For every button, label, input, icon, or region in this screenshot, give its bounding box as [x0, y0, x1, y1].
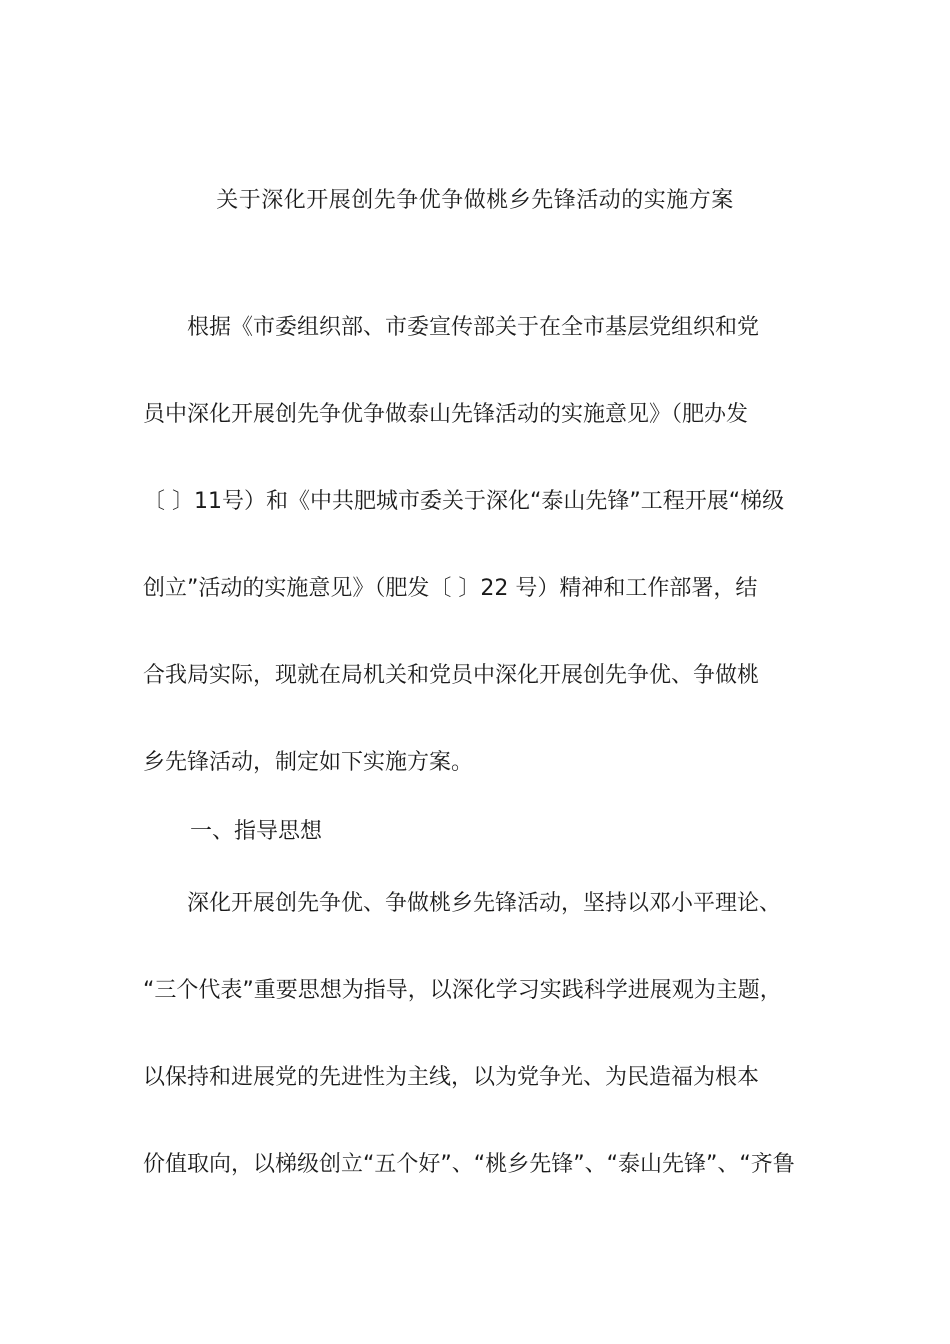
- paragraph-line: 以保持和进展党的先进性为主线，以为党争光、为民造福为根本: [143, 1065, 760, 1090]
- paragraph-line: 深化开展创先争优、争做桃乡先锋活动，坚持以邓小平理论、: [143, 891, 782, 916]
- paragraph-line: 合我局实际，现就在局机关和党员中深化开展创先争优、争做桃: [143, 663, 760, 688]
- paragraph-line: 价值取向，以梯级创立“五个好”、“桃乡先锋”、“泰山先锋”、“齐鲁: [143, 1152, 795, 1177]
- paragraph-line: 创立”活动的实施意见》（肥发〔 〕22 号）精神和工作部署，结: [143, 576, 758, 601]
- paragraph-line: 〔 〕11号）和《中共肥城市委关于深化“泰山先锋”工程开展“梯级: [143, 489, 785, 514]
- paragraph-line: 员中深化开展创先争优争做泰山先锋活动的实施意见》（肥办发: [143, 402, 749, 427]
- paragraph-line: 根据《市委组织部、市委宣传部关于在全市基层党组织和党: [143, 315, 760, 340]
- paragraph-line: “三个代表”重要思想为指导，以深化学习实践科学进展观为主题，: [143, 978, 782, 1003]
- paragraph-guiding-ideology: [143, 860, 823, 1208]
- paragraph-intro: [143, 284, 823, 806]
- document-title: 关于深化开展创先争优争做桃乡先锋活动的实施方案: [216, 188, 734, 213]
- section-heading-guiding-ideology: 一、指导思想: [190, 819, 323, 844]
- paragraph-line: 乡先锋活动，制定如下实施方案。: [143, 750, 474, 775]
